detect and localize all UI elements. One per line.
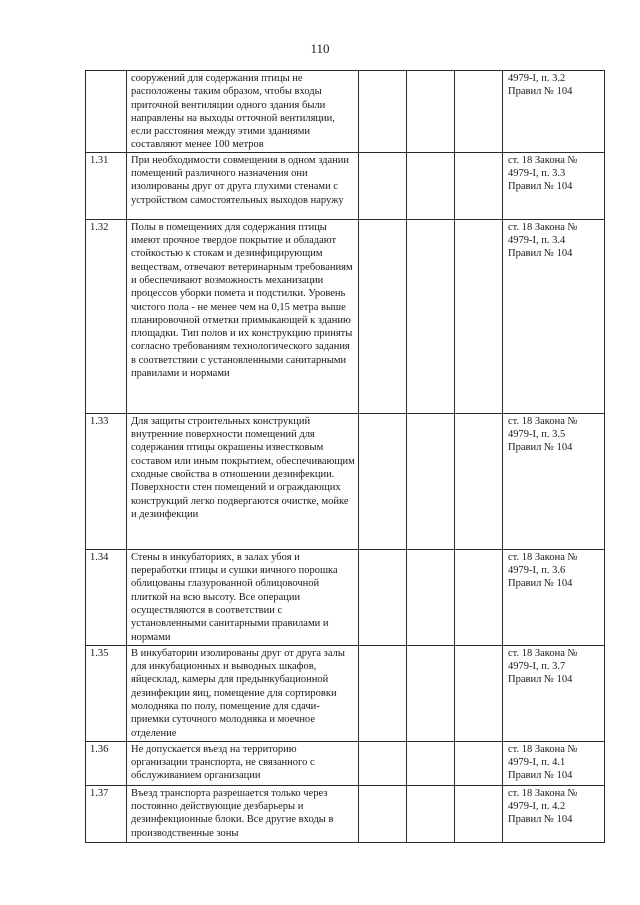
requirement-text: Для защиты строительных конструкций внутренние поверхности помещений для содержания птицы окрашены известковым составом или иным покрытием, обеспечивающим сходные свойства в отношении дезинфекции. Поверхности стен помещений и ограждающих конструкций легко подвергаются очистке, мойке и дезинфекции xyxy=(127,413,359,549)
answer-cell xyxy=(407,785,455,842)
requirement-text: Полы в помещениях для содержания птицы имеют прочное твердое покрытие и обладают стойкостью к стокам и дезинфицирующим веществам, отвечают ветеринарным требованиям и обеспечивают возможность механизации процессов уборки помета и подстилки. Уровень чистого пола - не менее чем на 0,15 метра выше планировочной отметки примыкающей к зданию площадки. Тип полов и их конструкцию приняты согласно требованиям технологического задания в соответствии с установленными санитарными правилами и нормами xyxy=(127,219,359,413)
answer-cell xyxy=(359,413,407,549)
table-row xyxy=(86,785,605,842)
requirement-text: Въезд транспорта разрешается только через постоянно действующие дезбарьеры и дезинфекционные блоки. Все другие входы в производственные зоны xyxy=(127,785,359,842)
reference-line: ст. 18 Закона № xyxy=(508,743,578,755)
answer-cell xyxy=(359,71,407,153)
legal-reference xyxy=(503,785,605,842)
reference-line: 4979-I, п. 4.1 xyxy=(508,757,566,769)
answer-cell xyxy=(455,71,503,153)
requirement-text: сооружений для содержания птицы не расположены таким образом, чтобы входы приточной вентиляции одного здания были направлены на выходы отточной вентиляции, если расстояния между этими зданиями составляют менее 100 метров xyxy=(127,71,359,153)
table-row xyxy=(86,645,605,741)
answer-cell xyxy=(455,219,503,413)
legal-reference xyxy=(503,549,605,645)
item-number: 1.37 xyxy=(86,785,127,842)
page-number: 110 xyxy=(310,41,330,56)
requirements-table xyxy=(85,70,605,843)
table-row xyxy=(86,549,605,645)
reference-line: Правил № 104 xyxy=(508,578,573,590)
legal-reference xyxy=(503,645,605,741)
table-row xyxy=(86,152,605,219)
answer-cell xyxy=(359,152,407,219)
answer-cell xyxy=(359,645,407,741)
item-number: 1.33 xyxy=(86,413,127,549)
reference-line: 4979-I, п. 3.4 xyxy=(508,235,566,247)
reference-line: Правил № 104 xyxy=(508,770,573,782)
item-number: 1.34 xyxy=(86,549,127,645)
item-number: 1.36 xyxy=(86,741,127,785)
reference-line: 4979-I, п. 3.7 xyxy=(508,661,566,673)
reference-line: 4979-I, п. 3.3 xyxy=(508,168,566,180)
item-number: 1.32 xyxy=(86,219,127,413)
reference-line: Правил № 104 xyxy=(508,181,573,193)
requirement-text: Не допускается въезд на территорию организации транспорта, не связанного с обслуживанием организации xyxy=(127,741,359,785)
legal-reference xyxy=(503,741,605,785)
reference-line: ст. 18 Закона № xyxy=(508,221,578,233)
item-number: 1.31 xyxy=(86,152,127,219)
reference-line: ст. 18 Закона № xyxy=(508,787,578,799)
legal-reference xyxy=(503,71,605,153)
answer-cell xyxy=(455,413,503,549)
answer-cell xyxy=(407,152,455,219)
reference-line: 4979-I, п. 3.2 xyxy=(508,73,566,84)
reference-line: 4979-I, п. 3.5 xyxy=(508,429,566,441)
answer-cell xyxy=(455,741,503,785)
reference-line: 4979-I, п. 3.6 xyxy=(508,565,566,577)
answer-cell xyxy=(359,785,407,842)
answer-cell xyxy=(359,741,407,785)
legal-reference xyxy=(503,219,605,413)
reference-line: ст. 18 Закона № xyxy=(508,415,578,427)
reference-line: ст. 18 Закона № xyxy=(508,551,578,563)
answer-cell xyxy=(407,413,455,549)
reference-line: ст. 18 Закона № xyxy=(508,647,578,659)
reference-line: Правил № 104 xyxy=(508,674,573,686)
table-row xyxy=(86,413,605,549)
requirement-text: В инкубатории изолированы друг от друга залы для инкубационных и выводных шкафов, яйцесклад, камеры для предынкубационной дезинфекции яиц, помещение для сортировки молодняка по полу, помещение для сдачи-приемки суточного молодняка и моечное отделение xyxy=(127,645,359,741)
table-row xyxy=(86,741,605,785)
table-row xyxy=(86,219,605,413)
item-number xyxy=(86,71,127,153)
reference-line: Правил № 104 xyxy=(508,814,573,826)
legal-reference xyxy=(503,152,605,219)
answer-cell xyxy=(407,549,455,645)
answer-cell xyxy=(455,152,503,219)
reference-line: Правил № 104 xyxy=(508,442,573,454)
item-number: 1.35 xyxy=(86,645,127,741)
answer-cell xyxy=(455,785,503,842)
requirement-text: При необходимости совмещения в одном здании помещений различного назначения они изолированы друг от друга глухими стенами с устройством самостоятельных выходов наружу xyxy=(127,152,359,219)
answer-cell xyxy=(455,549,503,645)
requirement-text: Стены в инкубаториях, в залах убоя и переработки птицы и сушки яичного порошка облицованы глазурованной облицовочной плиткой на всю высоту. Все операции осуществляются в соответствии с установленными санитарными правилами и нормами xyxy=(127,549,359,645)
answer-cell xyxy=(407,219,455,413)
reference-line: ст. 18 Закона № xyxy=(508,154,578,166)
reference-line: Правил № 104 xyxy=(508,86,573,98)
reference-line: Правил № 104 xyxy=(508,248,573,260)
answer-cell xyxy=(359,219,407,413)
answer-cell xyxy=(407,741,455,785)
answer-cell xyxy=(455,645,503,741)
reference-line: 4979-I, п. 4.2 xyxy=(508,801,566,813)
legal-reference xyxy=(503,413,605,549)
answer-cell xyxy=(407,71,455,153)
answer-cell xyxy=(407,645,455,741)
answer-cell xyxy=(359,549,407,645)
table-row xyxy=(86,71,605,153)
